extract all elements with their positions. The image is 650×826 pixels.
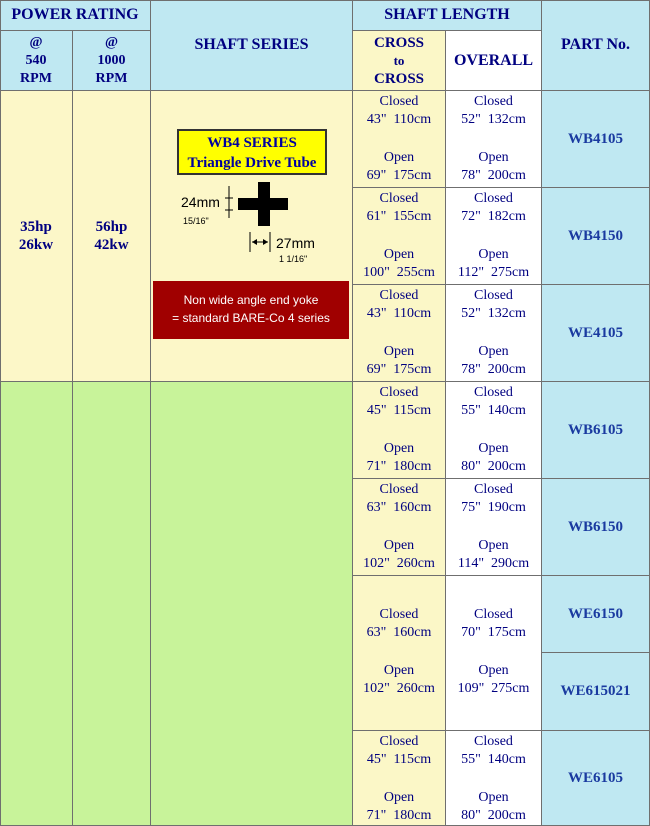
rpm-1000-header <box>73 31 151 91</box>
part-number-cell: WB4150 <box>542 188 650 285</box>
closed-label: Closed <box>379 191 419 206</box>
dim-height-in: 15/16" <box>183 216 209 226</box>
note-line-1: Non wide angle end yoke <box>183 293 319 307</box>
width-arrow-left <box>252 239 257 245</box>
cross-length-cell <box>353 91 446 188</box>
part-number-cell: WE4105 <box>542 285 650 382</box>
power-1000-cell-group2 <box>73 382 151 826</box>
overall-closed-value: 52" 132cm <box>461 112 526 127</box>
closed-label: Closed <box>379 482 419 497</box>
overall-open-value: 114" 290cm <box>457 556 530 571</box>
cross-closed-value: 63" 160cm <box>366 500 432 515</box>
open-label: Open <box>383 344 415 359</box>
rpm-540-at: @ <box>29 34 43 50</box>
overall-length-cell <box>446 731 542 826</box>
note-line-2: = standard BARE-Co 4 series <box>172 311 330 325</box>
closed-label: Closed <box>474 288 513 303</box>
overall-open-value: 109" 275cm <box>457 681 530 696</box>
overall-open-value: 80" 200cm <box>461 808 526 823</box>
open-label: Open <box>478 150 509 165</box>
closed-label: Closed <box>379 385 419 400</box>
cross-closed-value: 43" 110cm <box>366 112 432 127</box>
open-label: Open <box>383 247 415 262</box>
shaft-length-header: SHAFT LENGTH <box>353 0 542 31</box>
cross-line3: CROSS <box>373 70 425 87</box>
overall-open-value: 112" 275cm <box>457 265 530 280</box>
part-number-cell: WB6150 <box>542 479 650 576</box>
cross-open-value: 102" 260cm <box>363 681 435 696</box>
cross-line1: CROSS <box>373 34 425 51</box>
kw-540: 26kw <box>18 237 54 253</box>
closed-label: Closed <box>474 191 513 206</box>
overall-length-cell <box>446 285 542 382</box>
cross-line2: to <box>393 52 405 68</box>
cross-to-cross-header <box>353 31 446 91</box>
open-label: Open <box>478 538 509 553</box>
overall-length-cell <box>446 91 542 188</box>
dim-width-in: 1 1/16" <box>279 254 308 264</box>
table-frame-top <box>0 0 650 1</box>
closed-label: Closed <box>379 734 419 749</box>
overall-length-cell <box>446 479 542 576</box>
rpm-540-value: 540 <box>25 52 47 68</box>
cross-length-cell <box>353 382 446 479</box>
overall-header: OVERALL <box>446 31 542 91</box>
power-rating-header: POWER RATING <box>0 0 151 31</box>
cross-open-value: 69" 175cm <box>366 362 432 377</box>
dim-height-mm: 24mm <box>181 194 220 210</box>
overall-length-cell <box>446 576 542 731</box>
cross-length-cell <box>353 479 446 576</box>
series-subtitle: Triangle Drive Tube <box>187 155 317 171</box>
table-frame-left <box>0 0 1 826</box>
width-arrow-right <box>263 239 268 245</box>
hp-1000: 56hp <box>95 219 128 235</box>
part-number-cell: WE6150 <box>542 576 650 653</box>
rpm-540-unit: RPM <box>20 70 52 86</box>
triangle-tube-diagram <box>151 178 351 268</box>
hp-540: 35hp <box>20 219 52 235</box>
overall-length-cell <box>446 382 542 479</box>
cross-open-value: 69" 175cm <box>366 168 432 183</box>
part-number-cell: WB6105 <box>542 382 650 479</box>
open-label: Open <box>478 663 509 678</box>
closed-label: Closed <box>379 288 419 303</box>
cross-length-cell <box>353 731 446 826</box>
open-label: Open <box>478 441 509 456</box>
closed-label: Closed <box>379 94 419 109</box>
cross-open-value: 102" 260cm <box>363 556 435 571</box>
power-1000-cell <box>73 91 151 382</box>
part-number-cell: WE6105 <box>542 731 650 826</box>
open-label: Open <box>383 441 415 456</box>
cross-open-value: 71" 180cm <box>366 808 432 823</box>
cross-closed-value: 61" 155cm <box>366 209 432 224</box>
cross-closed-value: 45" 115cm <box>366 752 432 767</box>
cross-closed-value: 45" 115cm <box>366 403 432 418</box>
rpm-1000-unit: RPM <box>95 70 128 86</box>
part-no-header: PART No. <box>542 0 650 91</box>
open-label: Open <box>478 344 509 359</box>
open-label: Open <box>383 790 415 805</box>
series-label-box <box>177 129 327 175</box>
cross-open-value: 100" 255cm <box>363 265 435 280</box>
rpm-1000-value: 1000 <box>97 52 126 68</box>
cross-length-cell <box>353 188 446 285</box>
closed-label: Closed <box>474 385 513 400</box>
overall-open-value: 78" 200cm <box>461 362 526 377</box>
open-label: Open <box>478 247 509 262</box>
overall-closed-value: 55" 140cm <box>461 752 526 767</box>
closed-label: Closed <box>474 482 513 497</box>
power-540-cell-group2 <box>0 382 73 826</box>
overall-open-value: 78" 200cm <box>461 168 526 183</box>
open-label: Open <box>383 663 415 678</box>
closed-label: Closed <box>474 607 513 622</box>
power-540-cell <box>0 91 73 382</box>
open-label: Open <box>478 790 509 805</box>
cross-length-cell <box>353 576 446 731</box>
shaft-series-cell-group2 <box>151 382 353 826</box>
closed-label: Closed <box>379 607 419 622</box>
overall-length-cell <box>446 188 542 285</box>
open-label: Open <box>383 538 415 553</box>
kw-1000: 42kw <box>94 237 129 253</box>
overall-closed-value: 52" 132cm <box>461 306 526 321</box>
cross-closed-value: 63" 160cm <box>366 625 432 640</box>
cross-closed-value: 43" 110cm <box>366 306 432 321</box>
dim-width-mm: 27mm <box>276 235 315 251</box>
overall-closed-value: 72" 182cm <box>461 209 526 224</box>
series-title: WB4 SERIES <box>207 135 297 151</box>
rpm-540-header <box>0 31 73 91</box>
part-number-cell: WE615021 <box>542 653 650 731</box>
overall-closed-value: 75" 190cm <box>461 500 526 515</box>
rpm-1000-at: @ <box>104 34 119 50</box>
shaft-series-header: SHAFT SERIES <box>151 0 353 91</box>
part-number-cell: WB4105 <box>542 91 650 188</box>
overall-closed-value: 70" 175cm <box>461 625 526 640</box>
cross-open-value: 71" 180cm <box>366 459 432 474</box>
closed-label: Closed <box>474 734 513 749</box>
non-wide-angle-note <box>153 281 349 339</box>
overall-open-value: 80" 200cm <box>461 459 526 474</box>
open-label: Open <box>383 150 415 165</box>
overall-closed-value: 55" 140cm <box>461 403 526 418</box>
cross-length-cell <box>353 285 446 382</box>
tube-horizontal-bar <box>238 198 288 210</box>
closed-label: Closed <box>474 94 513 109</box>
